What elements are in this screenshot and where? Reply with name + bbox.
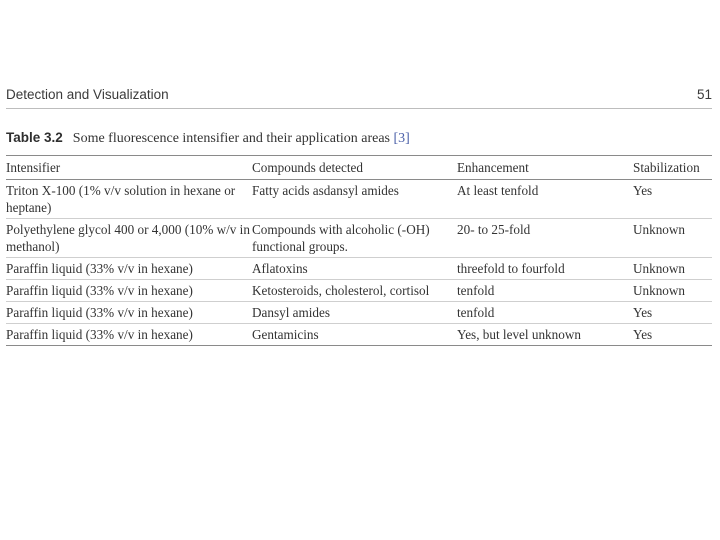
cell-intensifier: Paraffin liquid (33% v/v in hexane) — [6, 305, 193, 320]
data-table — [6, 155, 712, 346]
header-rule — [6, 108, 712, 109]
cell-intensifier: Paraffin liquid (33% v/v in hexane) — [6, 261, 193, 276]
cell-stabilization: Yes — [633, 327, 653, 342]
cell-enhancement: At least tenfold — [457, 183, 539, 198]
cell-compounds: Compounds with alcoholic (-OH) functional groups. — [252, 222, 430, 254]
table-row — [6, 258, 712, 280]
column-header-stabilization: Stabilization — [633, 160, 700, 175]
column-header-enhancement: Enhancement — [457, 160, 529, 175]
table-row — [6, 180, 712, 219]
cell-intensifier: Paraffin liquid (33% v/v in hexane) — [6, 283, 193, 298]
table-caption — [6, 130, 410, 147]
table-label: Table 3.2 — [6, 130, 63, 145]
cell-compounds: Aflatoxins — [252, 261, 308, 276]
table-header-row — [6, 156, 712, 180]
citation-link[interactable]: [3] — [393, 131, 410, 146]
chapter-title: Detection and Visualization — [6, 87, 169, 102]
cell-intensifier: Paraffin liquid (33% v/v in hexane) — [6, 327, 193, 342]
column-header-compounds: Compounds detected — [252, 160, 363, 175]
cell-compounds: Fatty acids asdansyl amides — [252, 183, 399, 198]
cell-stabilization: Yes — [633, 183, 653, 198]
cell-intensifier: Polyethylene glycol 400 or 4,000 (10% w/v in methanol) — [6, 222, 250, 254]
cell-compounds: Gentamicins — [252, 327, 319, 342]
cell-enhancement: tenfold — [457, 283, 495, 298]
cell-stabilization: Unknown — [633, 261, 686, 276]
cell-intensifier: Triton X-100 (1% v/v solution in hexane or heptane) — [6, 183, 236, 215]
page-number: 51 — [696, 87, 712, 102]
cell-stabilization: Unknown — [633, 283, 686, 298]
cell-compounds: Ketosteroids, cholesterol, cortisol — [252, 283, 430, 298]
table-row — [6, 324, 712, 346]
cell-enhancement: Yes, but level unknown — [457, 327, 581, 342]
column-header-intensifier: Intensifier — [6, 160, 61, 175]
cell-stabilization: Yes — [633, 305, 653, 320]
running-head — [6, 87, 712, 107]
cell-compounds: Dansyl amides — [252, 305, 331, 320]
cell-stabilization: Unknown — [633, 222, 686, 237]
cell-enhancement: threefold to fourfold — [457, 261, 565, 276]
table-row — [6, 280, 712, 302]
cell-enhancement: 20- to 25-fold — [457, 222, 531, 237]
caption-text: Some fluorescence intensifier and their application areas — [72, 131, 390, 146]
table-row — [6, 302, 712, 324]
table-row — [6, 219, 712, 258]
cell-enhancement: tenfold — [457, 305, 495, 320]
